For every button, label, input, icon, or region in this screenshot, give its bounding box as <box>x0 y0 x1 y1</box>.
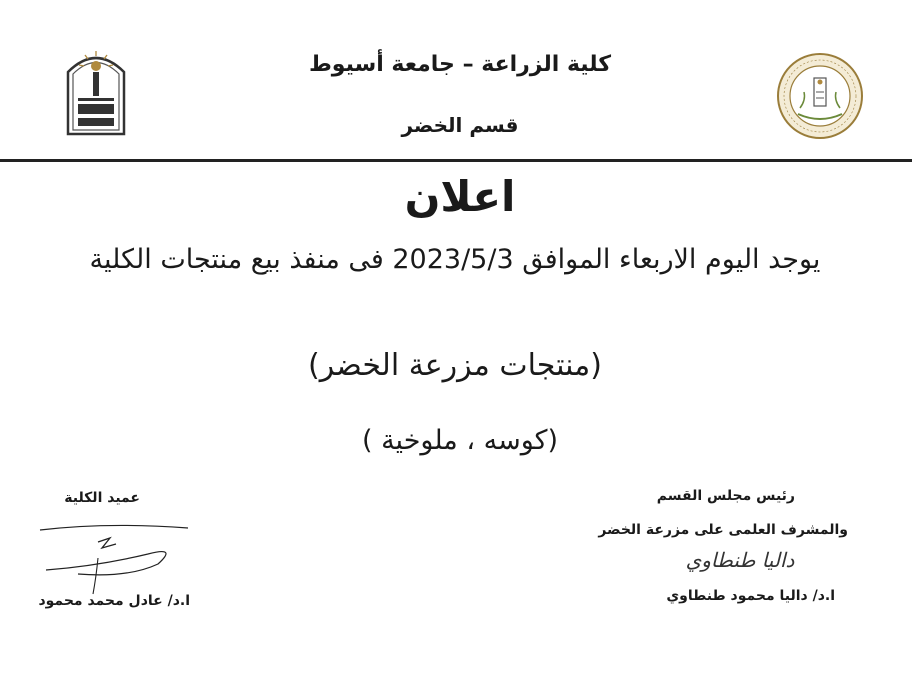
dean-name: ا.د/ عادل محمد محمود <box>38 593 190 609</box>
college-university-heading: كلية الزراعة – جامعة أسيوط <box>308 52 612 77</box>
department-head-title: رئيس مجلس القسم <box>656 488 795 504</box>
department-head-name: ا.د/ داليا محمود طنطاوي <box>666 588 835 604</box>
farm-supervisor-title: والمشرف العلمى على مزرعة الخضر <box>598 522 848 538</box>
department-heading: قسم الخضر <box>401 113 519 137</box>
products-title: (منتجات مزرعة الخضر) <box>308 348 602 383</box>
announcement-title: اعلان <box>404 172 516 221</box>
header-divider <box>0 159 912 162</box>
university-emblem-logo <box>60 42 132 138</box>
dean-signature <box>38 518 193 598</box>
announcement-body: يوجد اليوم الاربعاء الموافق 2023/5/3 فى منفذ بيع منتجات الكلية <box>89 244 821 275</box>
department-head-signature: داليا طنطاوي <box>685 548 795 572</box>
products-list: (كوسه ، ملوخية ) <box>361 425 559 456</box>
faculty-seal-logo <box>776 52 864 140</box>
dean-title: عميد الكلية <box>64 490 140 506</box>
